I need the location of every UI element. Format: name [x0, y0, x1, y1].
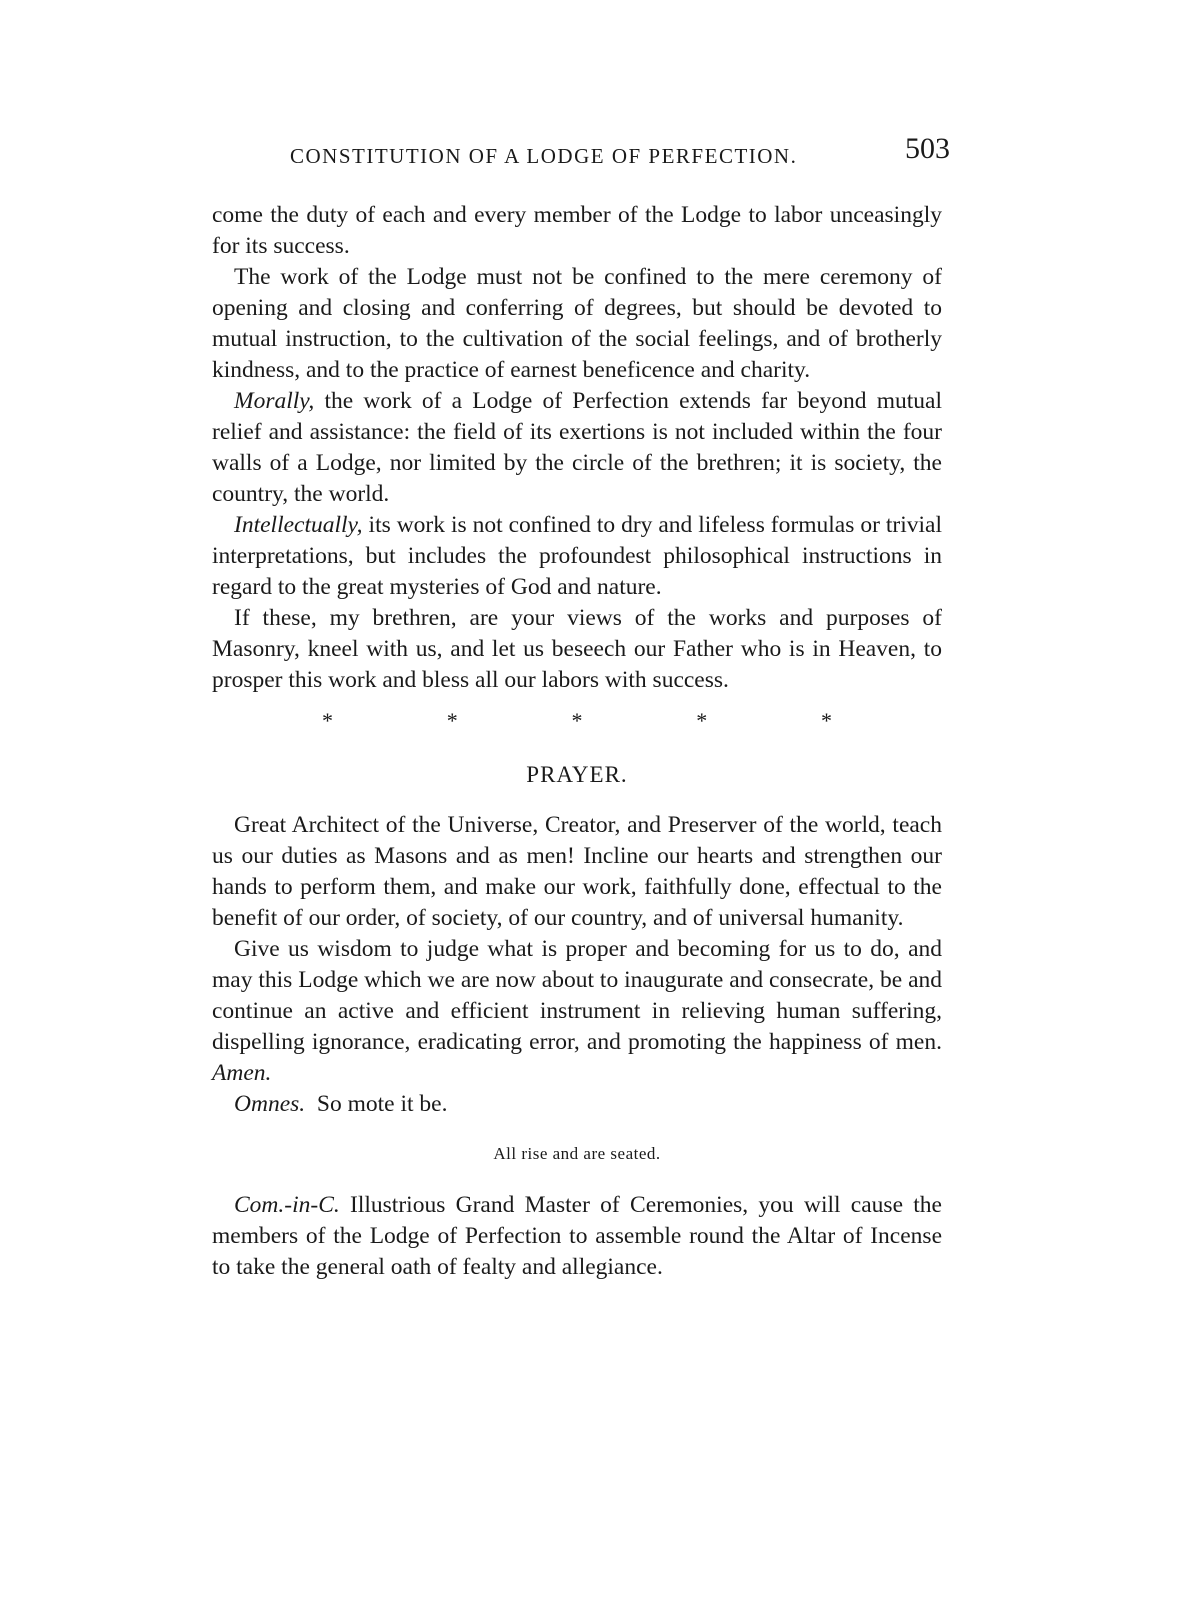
speaker-label: Com.-in-C.	[234, 1192, 340, 1218]
paragraph-intellectually	[212, 510, 942, 603]
speaker-label: Omnes.	[234, 1091, 306, 1117]
star-glyph: *	[821, 708, 832, 733]
star-glyph: *	[571, 708, 583, 733]
page-number: 503	[905, 132, 950, 165]
prayer-paragraph-1: Great Architect of the Universe, Creator, and Preserver of the world, teach us our duties as Masons and as men! Incline our hearts and strengthen our hands to perform them, and make our work, faithfully done, effectual to the benefit of our order, of society, of our country, and of universal humanity.	[212, 812, 942, 931]
running-head	[290, 132, 950, 172]
omnes-response	[212, 1089, 942, 1120]
paragraph-lead-word: Intellectually,	[234, 512, 363, 538]
paragraph-commander-in-chief	[212, 1190, 942, 1283]
text-block	[212, 200, 942, 1283]
running-title: CONSTITUTION OF A LODGE OF PERFECTION.	[290, 144, 798, 168]
star-glyph: *	[696, 708, 708, 733]
paragraph-text: Give us wisdom to judge what is proper and becoming for us to do, and may this Lodge which we are now about to inaugurate and consecrate, be and continue an active and efficient instrument in relieving human suffering, dispelling ignorance, eradicating error, and promoting the happiness of men.	[212, 936, 942, 1055]
response-text: So mote it be.	[316, 1091, 448, 1117]
prayer-paragraph-2	[212, 934, 942, 1089]
section-break-stars	[322, 706, 832, 736]
star-glyph: *	[322, 708, 333, 733]
paragraph-text: the work of a Lodge of Perfection extends far beyond mutual relief and assistance: the field of its exertions is not included within the four walls of a Lodge, nor limited by the circle of the brethren; it is society, the country, the world.	[212, 388, 942, 507]
amen-word: Amen.	[212, 1060, 272, 1086]
stage-direction: All rise and are seated.	[493, 1144, 661, 1163]
paragraph-lead-word: Morally,	[234, 388, 315, 414]
star-glyph: *	[446, 708, 458, 733]
prayer-heading: PRAYER.	[526, 762, 628, 787]
paragraph-exhortation: If these, my brethren, are your views of the works and purposes of Masonry, kneel with us, and let us beseech our Father who is in Heaven, to prosper this work and bless all our labors with success.	[212, 605, 942, 693]
paragraph-text: Illustrious Grand Master of Ceremonies, you will cause the members of the Lodge of Perfection to assemble round the Altar of Incense to take the general oath of fealty and allegiance.	[212, 1192, 942, 1280]
paragraph-text: its work is not confined to dry and lifeless formulas or trivial interpretations, but includes the profoundest philosophical instructions in regard to the great mysteries of God and nature.	[212, 512, 942, 600]
paragraph-work-of-lodge: The work of the Lodge must not be confined to the mere ceremony of opening and closing and conferring of degrees, but should be devoted to mutual instruction, to the cultivation of the social feelings, and of brotherly kindness, and to the practice of earnest beneficence and charity.	[212, 264, 942, 383]
paragraph-morally	[212, 386, 942, 510]
paragraph-continuation: come the duty of each and every member of the Lodge to labor unceasingly for its success.	[212, 202, 942, 259]
